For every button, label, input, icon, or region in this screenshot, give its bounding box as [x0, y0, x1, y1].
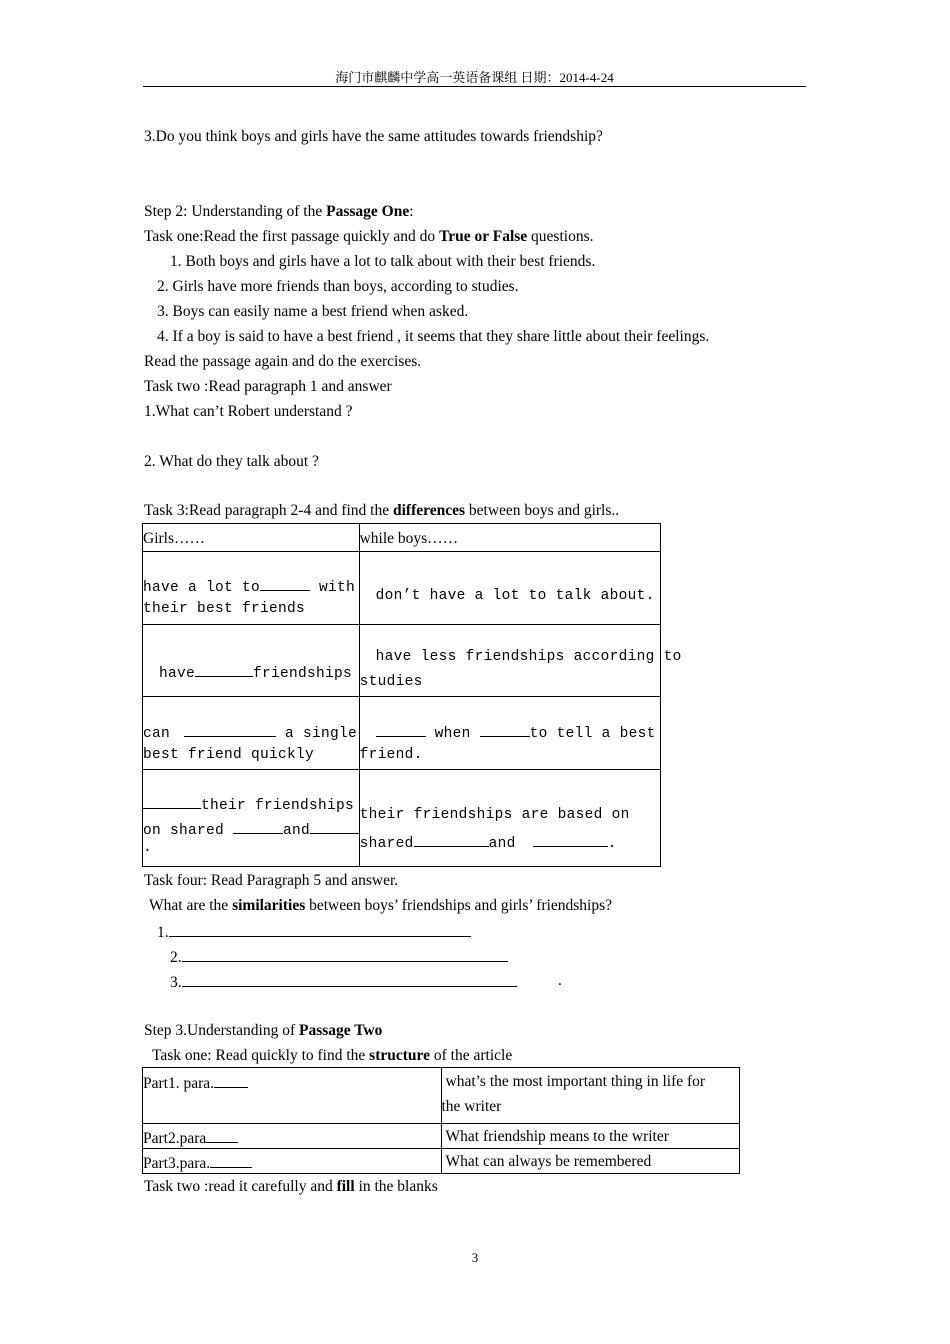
passage2-task-two-suffix: in the blanks — [354, 1178, 438, 1195]
row1-girls-line2: their best friends — [143, 601, 306, 617]
part1-label: Part1. para. — [143, 1075, 215, 1092]
part1-cell — [143, 1068, 442, 1124]
step3-prefix: Step 3.Understanding of — [144, 1022, 299, 1039]
row2-boys-line2: studies — [359, 674, 423, 690]
page-number: 3 — [471, 1250, 479, 1265]
part3-desc: What can always be remembered — [445, 1153, 652, 1170]
tf-item-1: 1. Both boys and girls have a lot to talk about with their best friends. — [170, 253, 596, 270]
row4-girls-blank-3[interactable] — [310, 819, 360, 834]
part1-line — [143, 1073, 248, 1093]
row4-girls-blank-1[interactable] — [143, 794, 201, 809]
task3-suffix: between boys and girls.. — [465, 502, 620, 519]
row2-girls-cell — [143, 625, 360, 697]
similarity-line-2 — [170, 947, 508, 967]
tf-item-3: 3. Boys can easily name a best friend when asked. — [157, 303, 469, 320]
step2-heading — [144, 203, 414, 221]
table-row — [143, 1068, 740, 1124]
part1-desc-line1: what’s the most important thing in life for — [445, 1073, 706, 1090]
similarity-trailing-dot: . — [558, 972, 562, 989]
row4-boys-text-c: . — [607, 836, 617, 852]
part1-desc-cell — [441, 1068, 740, 1124]
row3-girls-line1 — [143, 722, 357, 742]
row1-boys-text: don’t have a lot to talk about. — [375, 588, 655, 604]
row2-boys-cell — [359, 625, 682, 697]
row3-boys-line1 — [376, 722, 656, 742]
passage2-task-one-suffix: of the article — [430, 1047, 513, 1064]
row4-girls-line2 — [143, 819, 360, 839]
task4-heading: Task four: Read Paragraph 5 and answer. — [144, 872, 399, 889]
part3-cell — [143, 1149, 442, 1174]
row4-girls-line3: . — [143, 840, 153, 856]
row4-boys-text-b: and — [488, 836, 525, 852]
row4-boys-text-a: shared — [359, 836, 414, 852]
header-rule — [143, 86, 806, 87]
table-row — [143, 625, 661, 697]
step2-suffix: : — [409, 203, 414, 220]
similarity-number-1: 1. — [157, 924, 169, 941]
part2-line — [143, 1128, 238, 1148]
similarity-line-1 — [157, 922, 471, 942]
header-cell-boys — [359, 524, 660, 552]
row3-boys-text-a: when — [425, 726, 480, 742]
passage2-task-one-prefix: Task one: Read quickly to find the — [152, 1047, 370, 1064]
step2-bold: Passage One — [326, 203, 410, 220]
row4-boys-line2 — [360, 832, 617, 852]
row2-girls-text-b: friendships — [253, 666, 353, 682]
read-again-instruction: Read the passage again and do the exercises. — [144, 353, 422, 370]
row3-girls-line2: best friend quickly — [143, 747, 315, 763]
passage2-task-two — [144, 1178, 438, 1196]
part3-desc-cell — [441, 1149, 740, 1174]
task1-prefix: Task one:Read the first passage quickly and do — [144, 228, 440, 245]
row1-girls-cell — [143, 552, 360, 625]
row4-boys-blank-2[interactable] — [533, 832, 608, 847]
row4-girls-blank-2[interactable] — [233, 819, 283, 834]
row2-girls-line — [159, 662, 352, 682]
step3-heading — [144, 1022, 382, 1040]
part2-blank[interactable] — [206, 1128, 238, 1143]
part1-blank[interactable] — [214, 1073, 248, 1088]
question-3: 3.Do you think boys and girls have the same attitudes towards friendship? — [144, 128, 603, 145]
row4-boys-cell — [359, 770, 660, 867]
row2-girls-text-a: have — [159, 666, 196, 682]
similarity-number-3: 3. — [170, 974, 182, 991]
similarity-blank-3[interactable] — [182, 972, 517, 987]
row3-boys-line2: friend. — [359, 747, 423, 763]
step3-bold: Passage Two — [298, 1022, 383, 1039]
part3-label: Part3.para. — [143, 1155, 211, 1172]
row4-girls-text-a: their friendships — [201, 798, 355, 814]
row1-blank[interactable] — [260, 576, 310, 591]
row3-girls-text-b: a single — [276, 726, 358, 742]
header-girls-text: Girls…… — [143, 530, 205, 547]
task2-question-2: 2. What do they talk about ? — [144, 453, 319, 470]
row4-girls-line1 — [143, 794, 354, 814]
row3-girls-text-a: can — [143, 726, 171, 742]
tf-item-2: 2. Girls have more friends than boys, according to studies. — [157, 278, 519, 295]
row1-boys-cell — [359, 552, 660, 625]
part2-label: Part2.para — [143, 1130, 207, 1147]
row4-girls-cell — [143, 770, 360, 867]
tf-item-4: 4. If a boy is said to have a best friend , it seems that they share little about their feelings. — [157, 328, 710, 345]
row1-girls-text-a: have a lot to — [143, 580, 261, 596]
similarity-blank-2[interactable] — [182, 947, 508, 962]
task1-bold: True or False — [439, 228, 528, 245]
task1-instruction — [144, 228, 593, 246]
row3-girls-blank[interactable] — [184, 722, 276, 737]
row4-girls-text-b: on shared — [143, 823, 234, 839]
task3-heading — [144, 502, 619, 520]
task1-suffix: questions. — [527, 228, 594, 245]
part1-desc-line2: the writer — [441, 1098, 502, 1115]
table-row — [143, 1124, 740, 1149]
passage2-task-one-bold: structure — [369, 1047, 431, 1064]
row3-boys-blank-2[interactable] — [480, 722, 530, 737]
passage2-task-one — [152, 1047, 512, 1065]
row4-boys-line1: their friendships are based on — [359, 807, 630, 823]
task4-q-suffix: between boys’ friendships and girls’ friendships? — [305, 897, 613, 914]
row3-girls-cell — [143, 697, 360, 770]
part2-desc: What friendship means to the writer — [445, 1128, 669, 1145]
row2-blank[interactable] — [195, 662, 253, 677]
row1-girls-text-b: with — [310, 580, 356, 596]
similarity-line-3 — [170, 972, 517, 992]
task2-heading: Task two :Read paragraph 1 and answer — [144, 378, 392, 395]
passage2-task-two-prefix: Task two :read it carefully and — [144, 1178, 337, 1195]
row3-boys-cell — [359, 697, 660, 770]
similarity-blank-1[interactable] — [169, 922, 471, 937]
similarity-number-2: 2. — [170, 949, 182, 966]
header-cell-girls — [143, 524, 360, 552]
row3-boys-text-b: to tell a best — [529, 726, 656, 742]
task3-bold: differences — [392, 502, 466, 519]
passage2-task-two-bold: fill — [336, 1178, 355, 1195]
part3-line — [143, 1153, 252, 1173]
task2-question-1: 1.What can’t Robert understand ? — [144, 403, 353, 420]
task4-q-bold: similarities — [232, 897, 306, 914]
table-row — [143, 697, 661, 770]
table-row — [143, 770, 661, 867]
row2-boys-line1: have less friendships according to — [375, 649, 682, 665]
row4-girls-text-c: and — [283, 823, 311, 839]
task4-question — [149, 897, 612, 915]
table-row — [143, 552, 661, 625]
task3-prefix: Task 3:Read paragraph 2-4 and find the — [144, 502, 393, 519]
header-boys-text: while boys…… — [359, 530, 459, 547]
differences-table — [142, 523, 682, 867]
part3-blank[interactable] — [210, 1153, 252, 1168]
task4-q-prefix: What are the — [149, 897, 233, 914]
row4-boys-blank-1[interactable] — [414, 832, 489, 847]
table-row — [143, 524, 661, 552]
page-header: 海门市麒麟中学高一英语备课组 日期：2014-4-24 — [335, 70, 614, 85]
row3-boys-blank-1[interactable] — [376, 722, 426, 737]
table-row — [143, 1149, 740, 1174]
step2-prefix: Step 2: Understanding of the — [144, 203, 327, 220]
part2-cell — [143, 1124, 442, 1149]
part2-desc-cell — [441, 1124, 740, 1149]
row1-girls-line1 — [143, 576, 355, 596]
structure-table — [142, 1067, 740, 1174]
